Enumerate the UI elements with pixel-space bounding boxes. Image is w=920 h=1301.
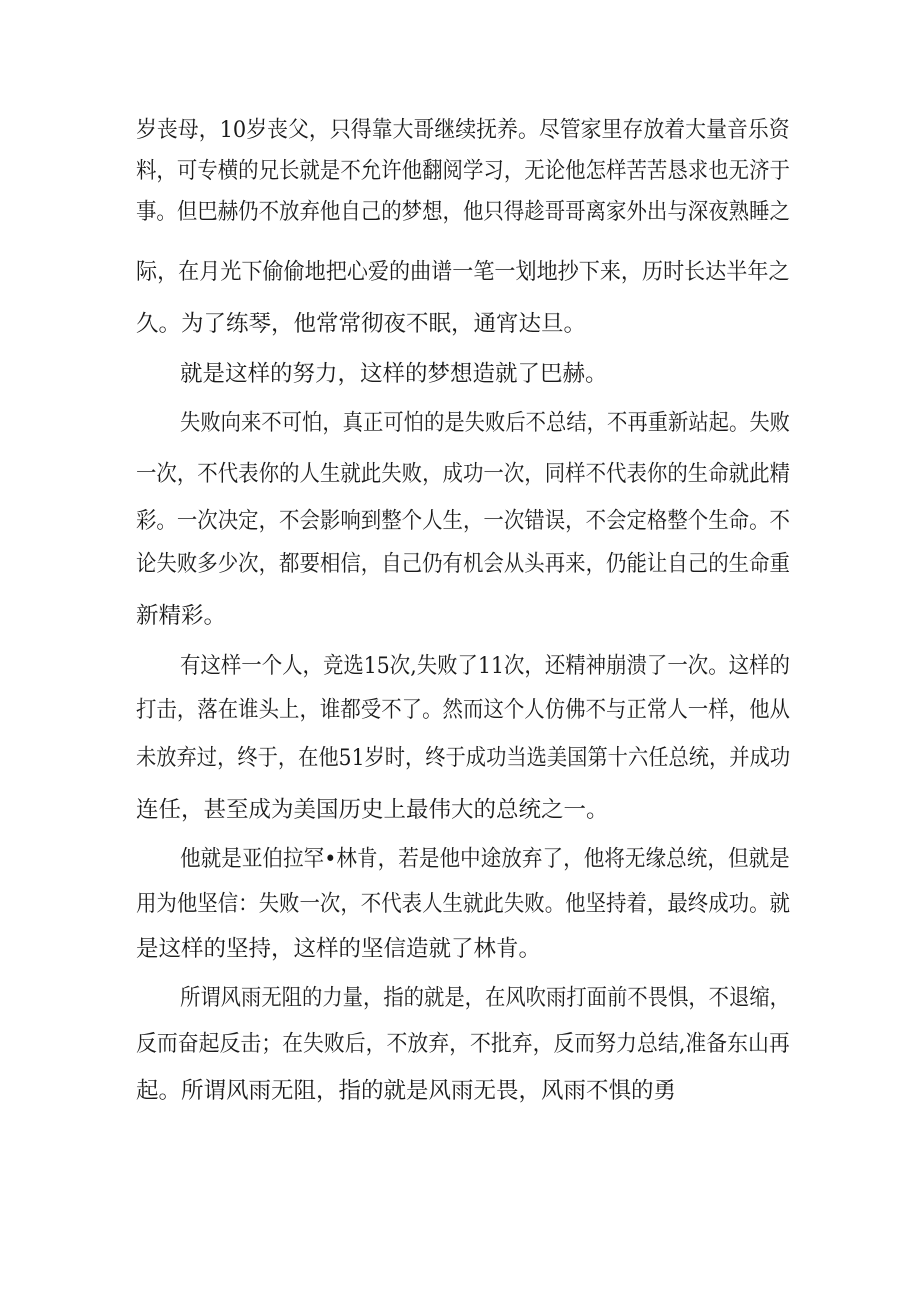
paragraph-1-line-5: 久。为了练琴，他常常彻夜不眠，通宵达旦。 [136,311,587,337]
paragraph-4-line-4: 连任，甚至成为美国历史上最伟大的总统之一。 [136,797,609,823]
paragraph-1-line-1: 岁丧母，10岁丧父，只得靠大哥继续抚养。尽管家里存放着大量音乐资 [136,117,790,143]
paragraph-1-line-2: 料，可专横的兄长就是不允许他翻阅学习，无论他怎样苦苦恳求也无济于 [136,158,790,184]
paragraph-3-line-4: 论失败多少次，都要相信，自己仍有机会从头再来，仍能让自己的生命重 [136,551,790,577]
paragraph-2-line-1: 就是这样的努力，这样的梦想造就了巴赫。 [180,361,608,387]
paragraph-4-line-1: 有这样一个人，竞选15次,失败了11次，还精神崩溃了一次。这样的 [180,653,790,679]
paragraph-4-line-2: 打击，落在谁头上，谁都受不了。然而这个人仿佛不与正常人一样，他从 [136,697,790,723]
paragraph-4-line-3: 未放弃过，终于，在他51岁时，终于成功当选美国第十六任总统，并成功 [136,745,791,771]
paragraph-6-line-1: 所谓风雨无阻的力量，指的就是，在风吹雨打面前不畏惧，不退缩， [180,985,791,1011]
paragraph-1-line-4: 际，在月光下偷偷地把心爱的曲谱一笔一划地抄下来，历时长达半年之 [136,259,790,285]
paragraph-3-line-5: 新精彩。 [136,603,227,629]
paragraph-3-line-2: 一次，不代表你的人生就此失败，成功一次，同样不代表你的生命就此精 [136,461,790,487]
paragraph-6-line-3: 起。所谓风雨无阻，指的就是风雨无畏，风雨不惧的勇 [136,1078,677,1104]
paragraph-1-line-3: 事。但巴赫仍不放弃他自己的梦想，他只得趁哥哥离家外出与深夜熟睡之 [136,199,790,225]
paragraph-5-line-3: 是这样的坚持，这样的坚信造就了林肯。 [136,936,542,962]
paragraph-5-line-2: 用为他坚信：失败一次，不代表人生就此失败。他坚持着，最终成功。就 [136,891,790,917]
paragraph-3-line-1: 失败向来不可怕，真正可怕的是失败后不总结，不再重新站起。失败 [180,410,791,436]
paragraph-3-line-3: 彩。一次决定，不会影响到整个人生，一次错误，不会定格整个生命。不 [136,508,790,534]
paragraph-6-line-2: 反而奋起反击；在失败后，不放弃，不批弃，反而努力总结,准备东山再 [136,1031,790,1057]
paragraph-5-line-1: 他就是亚伯拉罕•林肯，若是他中途放弃了，他将无缘总统，但就是 [180,846,790,872]
